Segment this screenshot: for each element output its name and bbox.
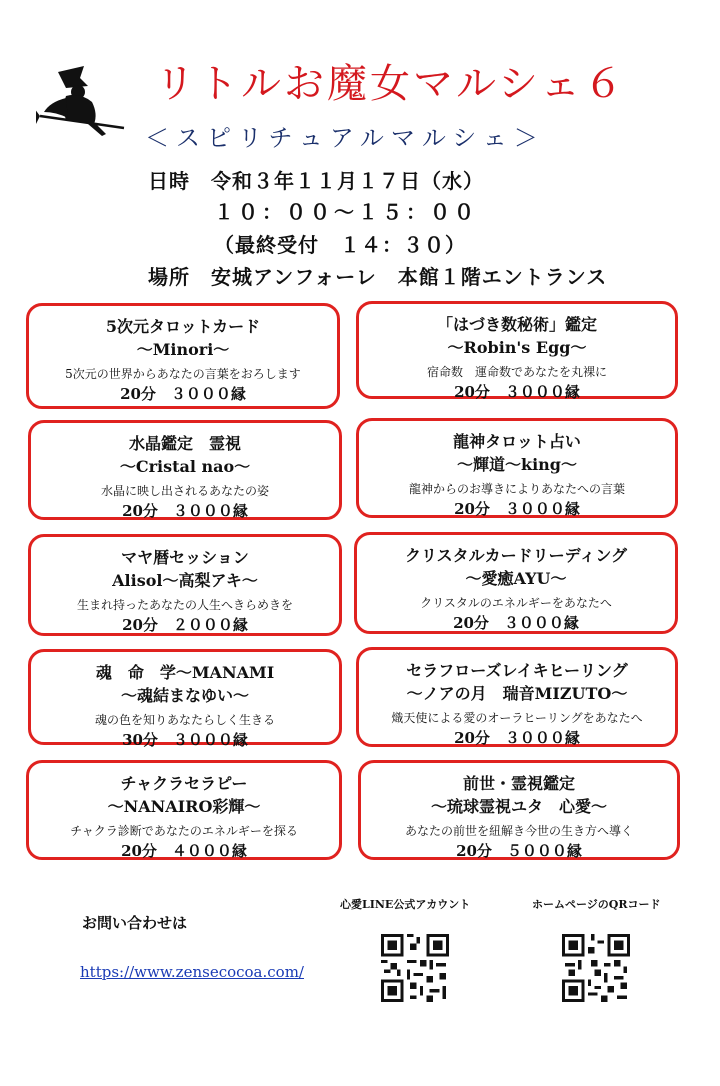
vendor-card — [28, 420, 342, 520]
card-title: 龍神タロット占い — [453, 432, 581, 451]
vendor-card — [28, 649, 342, 749]
card-vendor-name: 〜琉球霊視ユタ 心愛〜 — [430, 797, 607, 816]
card-title: チャクラセラピー — [120, 774, 248, 793]
card-description: 熾天使による愛のオーラヒーリングをあなたへ — [391, 711, 643, 725]
card-vendor-name: 〜Robin's Egg〜 — [447, 338, 587, 357]
event-date: 日時 令和３年１１月１７日（水） — [148, 169, 484, 193]
card-title: マヤ暦セッション — [121, 548, 249, 567]
line-qr-code-icon[interactable] — [381, 934, 449, 1002]
website-link[interactable]: https://www.zensecocoa.com/ — [80, 963, 304, 981]
card-price: 20分 ３０００縁 — [454, 500, 580, 518]
card-description: クリスタルのエネルギーをあなたへ — [420, 596, 612, 610]
card-title: 魂 命 学〜MANAMI — [95, 663, 275, 682]
page-subtitle: ＜スピリチュアルマルシェ＞ — [145, 124, 545, 152]
event-place: 場所 安城アンフォーレ 本館１階エントランス — [148, 265, 608, 289]
vendor-card — [356, 301, 678, 399]
card-description: 宿命数 運命数であなたを丸裸に — [426, 365, 607, 379]
vendor-card — [356, 647, 678, 747]
homepage-qr-label: ホームページのQRコード — [532, 898, 661, 911]
card-price: 20分 ３０００縁 — [120, 385, 246, 403]
card-title: セラフローズレイキヒーリング — [406, 661, 628, 680]
card-vendor-name: 〜Cristal nao〜 — [119, 457, 251, 476]
vendor-card — [26, 303, 340, 409]
card-description: 5次元の世界からあなたの言葉をおろします — [65, 367, 301, 381]
vendor-card — [354, 532, 678, 634]
card-title: 「はづき数秘術」鑑定 — [436, 315, 597, 334]
card-vendor-name: 〜輝道〜king〜 — [457, 455, 577, 474]
vendor-card — [356, 418, 678, 518]
card-vendor-name: 〜魂結まなゆい〜 — [120, 686, 249, 705]
card-title: 5次元タロットカード — [105, 317, 261, 336]
card-vendor-name: 〜愛癒AYU〜 — [465, 569, 567, 588]
card-title: 水晶鑑定 霊視 — [128, 434, 241, 453]
card-price: 20分 ３０００縁 — [453, 614, 579, 632]
event-time: １０：００〜１５：００ — [214, 200, 478, 224]
vendor-card — [26, 760, 342, 860]
card-description: チャクラ診断であなたのエネルギーを探る — [70, 824, 298, 838]
card-vendor-name: Alisol〜高梨アキ〜 — [112, 571, 258, 590]
card-title: クリスタルカードリーディング — [404, 546, 628, 565]
vendor-card — [28, 534, 342, 636]
card-price: 20分 ４０００縁 — [121, 842, 247, 860]
contact-label: お問い合わせは — [82, 914, 188, 932]
card-price: 20分 ３０００縁 — [454, 383, 580, 401]
card-vendor-name: 〜NANAIRO彩輝〜 — [107, 797, 261, 816]
vendor-card — [358, 760, 680, 860]
card-vendor-name: 〜ノアの月 瑞音MIZUTO〜 — [406, 684, 628, 703]
homepage-qr-code-icon[interactable] — [562, 934, 630, 1002]
card-description: 龍神からのお導きによりあなたへの言葉 — [408, 482, 625, 496]
line-qr-label: 心愛LINE公式アカウント — [340, 898, 471, 911]
card-description: 水晶に映し出されるあなたの姿 — [100, 484, 269, 498]
card-price: 20分 ３０００縁 — [122, 502, 248, 520]
page-title: リトルお魔女マルシェ６ — [155, 61, 627, 107]
card-price: 20分 ２０００縁 — [122, 616, 248, 634]
card-price: 20分 ３０００縁 — [454, 729, 580, 747]
card-description: あなたの前世を紐解き今世の生き方へ導く — [404, 824, 633, 838]
last-entry-time: （最終受付 １４：３０） — [214, 233, 466, 257]
card-description: 魂の色を知りあなたらしく生きる — [94, 713, 275, 727]
card-vendor-name: 〜Minori〜 — [136, 340, 230, 359]
card-description: 生まれ持ったあなたの人生へきらめきを — [76, 598, 293, 612]
card-title: 前世・霊視鑑定 — [462, 774, 575, 793]
witch-on-broom-icon — [36, 62, 126, 142]
card-price: 20分 ５０００縁 — [456, 842, 582, 860]
card-price: 30分 ３０００縁 — [122, 731, 248, 749]
